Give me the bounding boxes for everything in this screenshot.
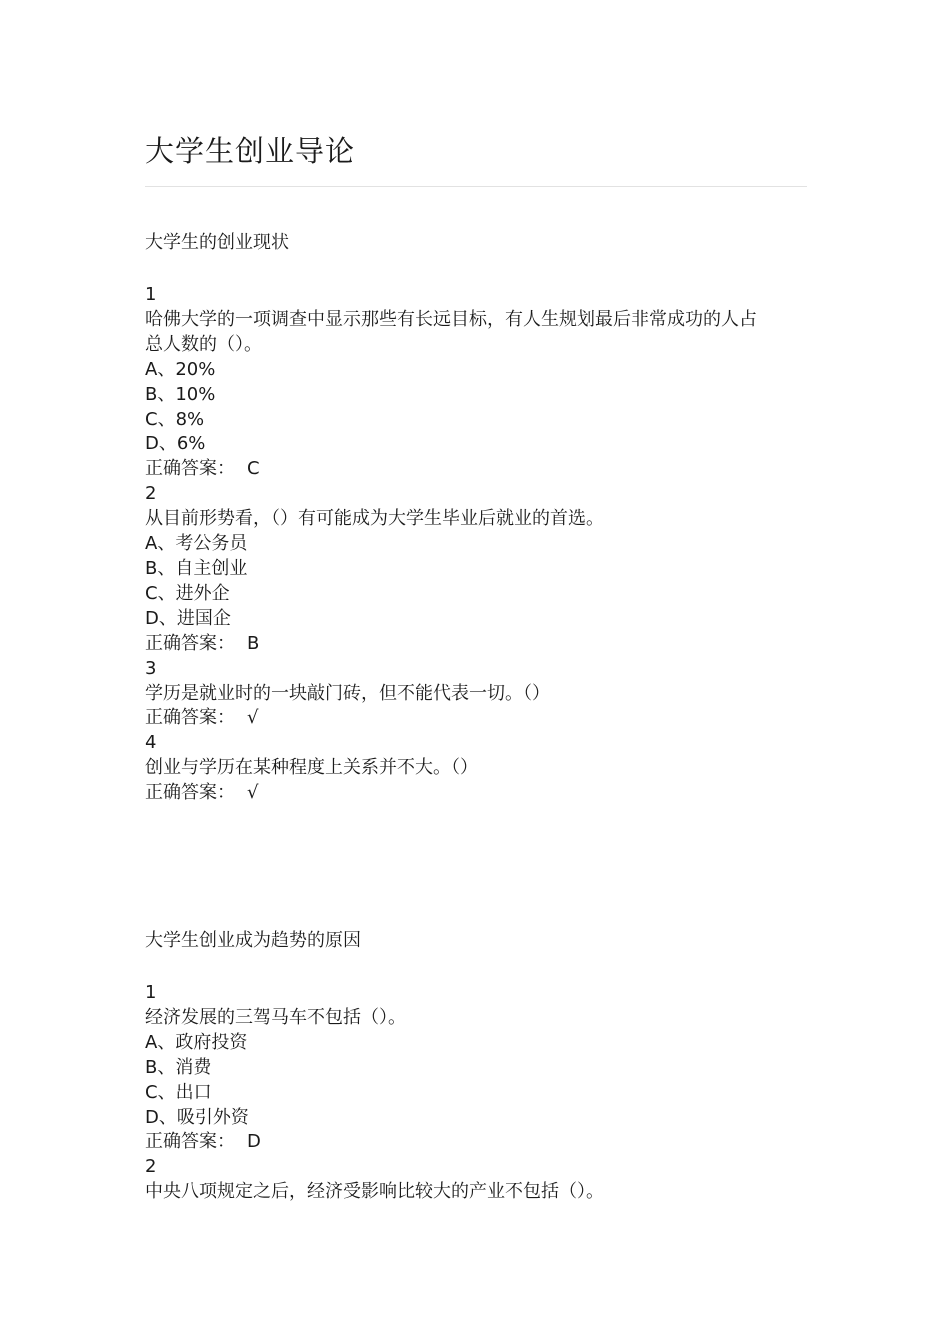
question-stem-line: 经济发展的三驾马车不包括（）。 bbox=[145, 1006, 406, 1028]
question-item bbox=[145, 1155, 807, 1205]
answer-label: 正确答案： bbox=[145, 1131, 235, 1153]
question-stem-line: 创业与学历在某种程度上关系并不大。（） bbox=[145, 757, 478, 779]
question-number: 2 bbox=[145, 1156, 157, 1178]
option-b: B、自主创业 bbox=[145, 557, 248, 579]
answer-value: √ bbox=[247, 782, 259, 804]
section-heading: 大学生创业成为趋势的原因 bbox=[145, 930, 361, 951]
question-stem-line: 总人数的（）。 bbox=[145, 333, 262, 355]
question-list bbox=[145, 283, 807, 806]
question-stem-line: 学历是就业时的一块敲门砖，但不能代表一切。（） bbox=[145, 682, 550, 704]
option-d: D、吸引外资 bbox=[145, 1106, 249, 1128]
title-divider bbox=[145, 186, 807, 187]
answer-value: D bbox=[247, 1131, 261, 1153]
answer-value: B bbox=[247, 632, 260, 654]
option-d: D、6% bbox=[145, 433, 206, 455]
option-c: C、进外企 bbox=[145, 582, 230, 604]
question-number: 3 bbox=[145, 657, 157, 679]
answer-label: 正确答案： bbox=[145, 782, 235, 804]
question-item bbox=[145, 731, 807, 806]
question-item bbox=[145, 657, 807, 732]
question-item bbox=[145, 482, 807, 656]
answer-value: √ bbox=[247, 707, 259, 729]
answer-line bbox=[145, 457, 807, 482]
option-a: A、20% bbox=[145, 358, 216, 380]
option-c: C、出口 bbox=[145, 1081, 212, 1103]
option-a: A、考公务员 bbox=[145, 533, 248, 555]
answer-label: 正确答案： bbox=[145, 458, 235, 480]
question-item bbox=[145, 283, 807, 482]
option-d: D、进国企 bbox=[145, 607, 231, 629]
answer-label: 正确答案： bbox=[145, 707, 235, 729]
answer-line bbox=[145, 632, 807, 657]
question-stem-line: 从目前形势看，（）有可能成为大学生毕业后就业的首选。 bbox=[145, 508, 604, 530]
section-1 bbox=[145, 230, 807, 806]
answer-line bbox=[145, 1130, 807, 1155]
section-2 bbox=[145, 928, 807, 1205]
document-title: 大学生创业导论 bbox=[145, 134, 356, 168]
answer-value: C bbox=[247, 458, 260, 480]
question-number: 2 bbox=[145, 483, 157, 505]
option-b: B、10% bbox=[145, 383, 216, 405]
question-number: 1 bbox=[145, 982, 157, 1003]
question-stem-line: 哈佛大学的一项调查中显示那些有长远目标，有人生规划最后非常成功的人占 bbox=[145, 308, 757, 330]
answer-label: 正确答案： bbox=[145, 632, 235, 654]
option-a: A、政府投资 bbox=[145, 1031, 248, 1053]
question-number: 4 bbox=[145, 732, 157, 754]
question-item bbox=[145, 981, 807, 1155]
answer-line bbox=[145, 706, 807, 731]
option-b: B、消费 bbox=[145, 1056, 212, 1078]
question-stem-line: 中央八项规定之后，经济受影响比较大的产业不包括（）。 bbox=[145, 1181, 604, 1203]
option-c: C、8% bbox=[145, 408, 205, 430]
question-list bbox=[145, 981, 807, 1205]
question-number: 1 bbox=[145, 284, 157, 305]
section-heading: 大学生的创业现状 bbox=[145, 232, 289, 253]
answer-line bbox=[145, 781, 807, 806]
